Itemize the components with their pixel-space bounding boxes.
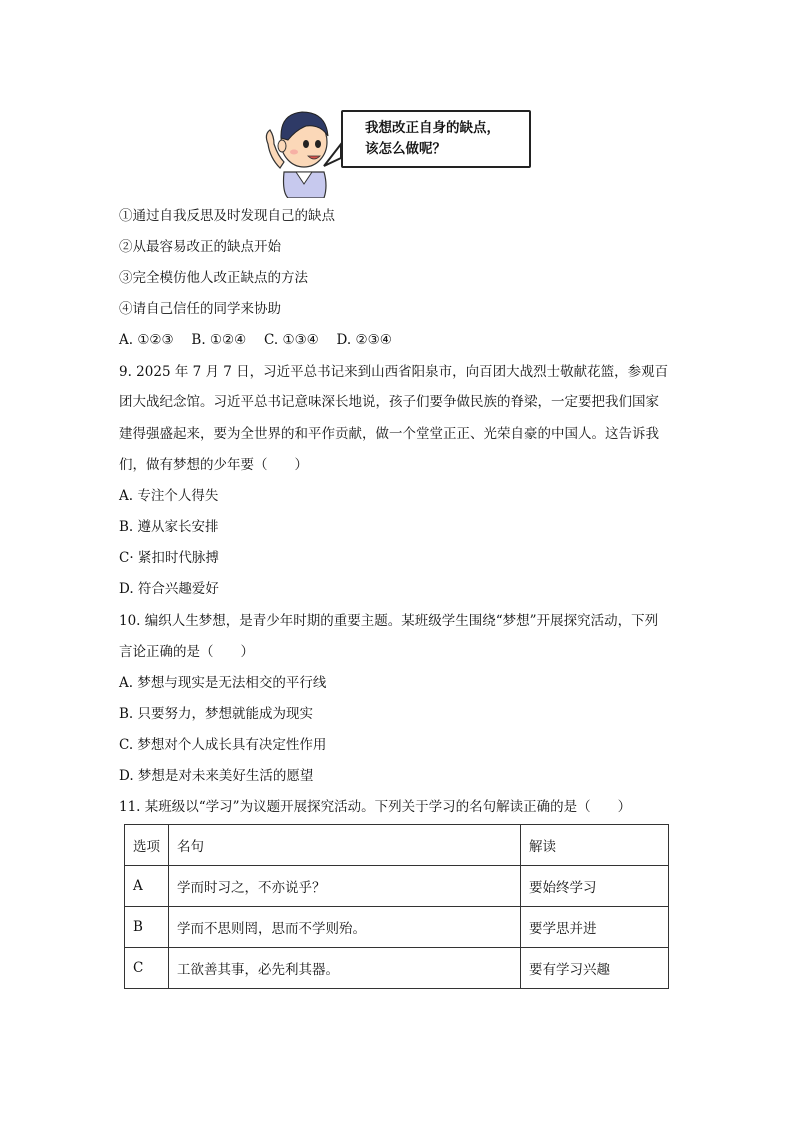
table-cell: 学而时习之，不亦说乎？ (169, 866, 521, 907)
table-cell: 工欲善其事，必先利其器。 (169, 948, 521, 989)
q10-stem-line-2: 言论正确的是（ ） (119, 644, 254, 660)
q8-item-1: ①通过自我反思及时发现自己的缺点 (119, 208, 335, 224)
table-cell: 学而不思则罔，思而不学则殆。 (169, 907, 521, 948)
table-cell: A (125, 866, 169, 907)
bubble-line-2: 该怎么做呢？ (365, 141, 446, 157)
bubble-line-1: 我想改正自身的缺点， (365, 120, 500, 136)
q8-item-4: ④请自己信任的同学来协助 (119, 301, 281, 317)
q10-option-d: D. 梦想是对未来美好生活的愿望 (119, 768, 314, 784)
q9-option-d: D. 符合兴趣爱好 (119, 581, 219, 597)
table-row (125, 866, 669, 907)
q11-table (124, 824, 669, 989)
table-cell: 要学思并进 (521, 907, 669, 948)
q11-stem: 11. 某班级以“学习”为议题开展探究活动。下列关于学习的名句解读正确的是（ ） (119, 799, 632, 815)
q9-option-c: C· 紧扣时代脉搏 (119, 550, 219, 566)
speech-bubble (341, 110, 531, 168)
table-cell: 要有学习兴趣 (521, 948, 669, 989)
q9-stem-line-1: 9. 2025 年 7 月 7 日，习近平总书记来到山西省阳泉市，向百团大战烈士敬献花篮，参观百 (119, 364, 669, 380)
header-option: 选项 (125, 825, 169, 866)
table-cell: B (125, 907, 169, 948)
header-quote: 名句 (169, 825, 521, 866)
q10-stem-line-1: 10. 编织人生梦想，是青少年时期的重要主题。某班级学生围绕“梦想”开展探究活动，下列 (119, 613, 659, 629)
header-interpretation: 解读 (521, 825, 669, 866)
table-row (125, 907, 669, 948)
q9-stem-line-4: 们，做有梦想的少年要（ ） (119, 457, 308, 473)
table-cell: C (125, 948, 169, 989)
q10-option-c: C. 梦想对个人成长具有决定性作用 (119, 737, 327, 753)
q9-option-a: A. 专注个人得失 (119, 488, 219, 504)
q10-option-b: B. 只要努力，梦想就能成为现实 (119, 706, 314, 722)
q8-item-2: ②从最容易改正的缺点开始 (119, 239, 281, 255)
q8-options: A. ①②③ B. ①②④ C. ①③④ D. ②③④ (119, 332, 392, 348)
q9-stem-line-2: 团大战纪念馆。习近平总书记意味深长地说，孩子们要争做民族的脊梁，一定要把我们国家 (119, 394, 659, 410)
q10-option-a: A. 梦想与现实是无法相交的平行线 (119, 675, 327, 691)
q8-item-3: ③完全模仿他人改正缺点的方法 (119, 270, 308, 286)
table-row (125, 948, 669, 989)
table-header-row (125, 825, 669, 866)
q9-option-b: B. 遵从家长安排 (119, 519, 219, 535)
table-cell: 要始终学习 (521, 866, 669, 907)
q9-stem-line-3: 建得强盛起来，要为全世界的和平作贡献，做一个堂堂正正、光荣自豪的中国人。这告诉我 (119, 426, 659, 442)
